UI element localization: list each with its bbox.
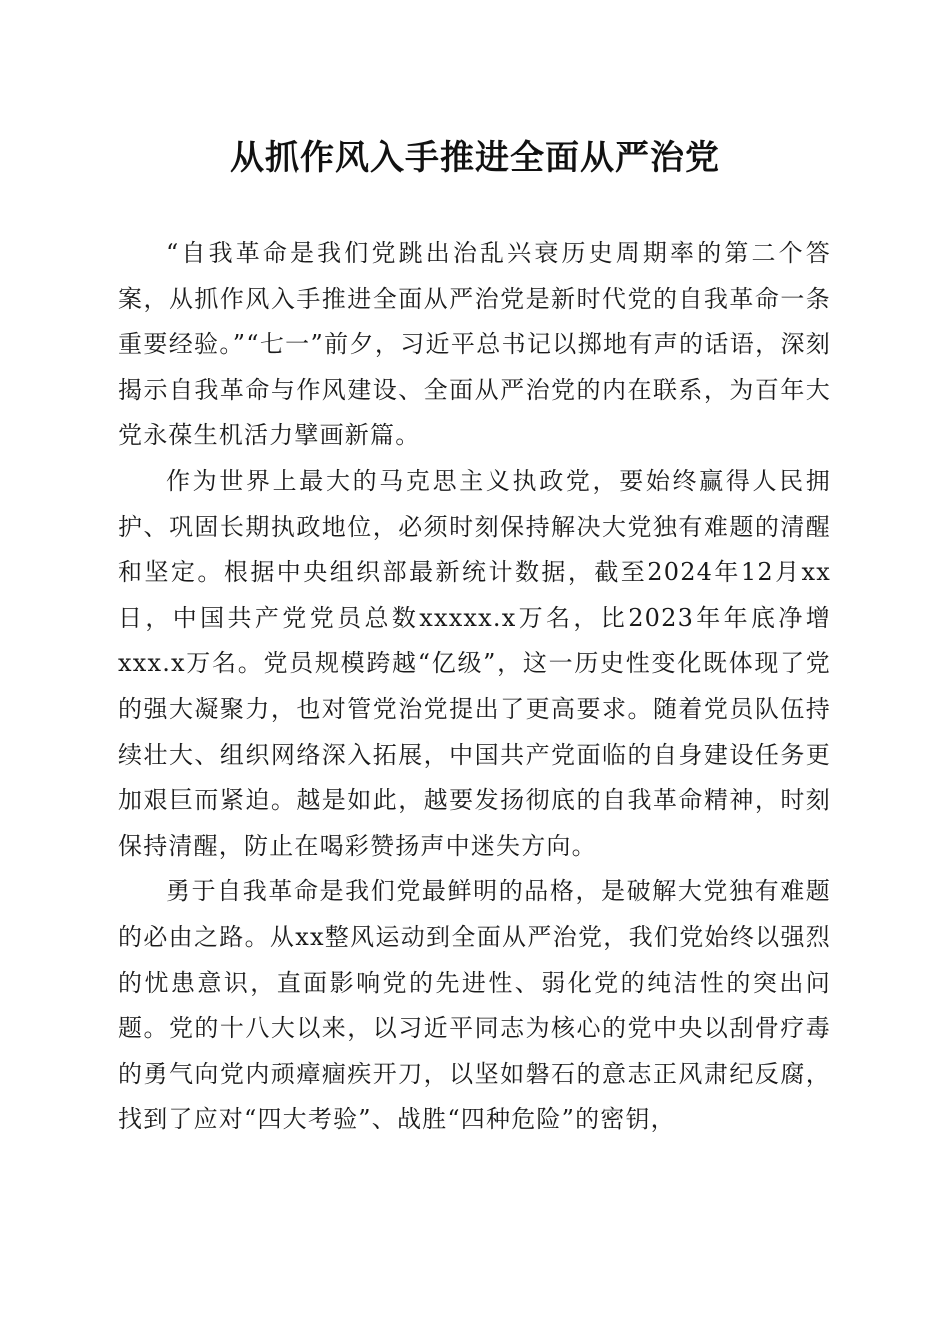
paragraph-3: 勇于自我革命是我们党最鲜明的品格，是破解大党独有难题的必由之路。从xx整风运动到全面从严治党，我们党始终以强烈的忧患意识，直面影响党的先进性、弱化党的纯洁性的突出问题。党的十八大以来，以习近平同志为核心的党中央以刮骨疗毒的勇气向党内顽瘴痼疾开刀，以坚如磐石的意志正风肃纪反腐，找到了应对“四大考验”、战胜“四种危险”的密钥， bbox=[118, 877, 831, 1134]
paragraph-2: 作为世界上最大的马克思主义执政党，要始终赢得人民拥护、巩固长期执政地位，必须时刻保持解决大党独有难题的清醒和坚定。根据中央组织部最新统计数据，截至2024年12月xx日，中国共产党党员总数xxxxx.x万名，比2023年年底净增xxx.x万名。党员规模跨越“亿级”，这一历史性变化既体现了党的强大凝聚力，也对管党治党提出了更高要求。随着党员队伍持续壮大、组织网络深入拓展，中国共产党面临的自身建设任务更加艰巨而紧迫。越是如此，越要发扬彻底的自我革命精神，时刻保持清醒，防止在喝彩赞扬声中迷失方向。 bbox=[118, 466, 831, 860]
document-title: 从抓作风入手推进全面从严治党 bbox=[230, 138, 720, 178]
paragraph-1: “自我革命是我们党跳出治乱兴衰历史周期率的第二个答案，从抓作风入手推进全面从严治党是新时代党的自我革命一条重要经验。”“七一”前夕，习近平总书记以掷地有声的话语，深刻揭示自我革命与作风建设、全面从严治党的内在联系，为百年大党永葆生机活力擘画新篇。 bbox=[118, 239, 831, 450]
document-body bbox=[118, 231, 831, 1143]
